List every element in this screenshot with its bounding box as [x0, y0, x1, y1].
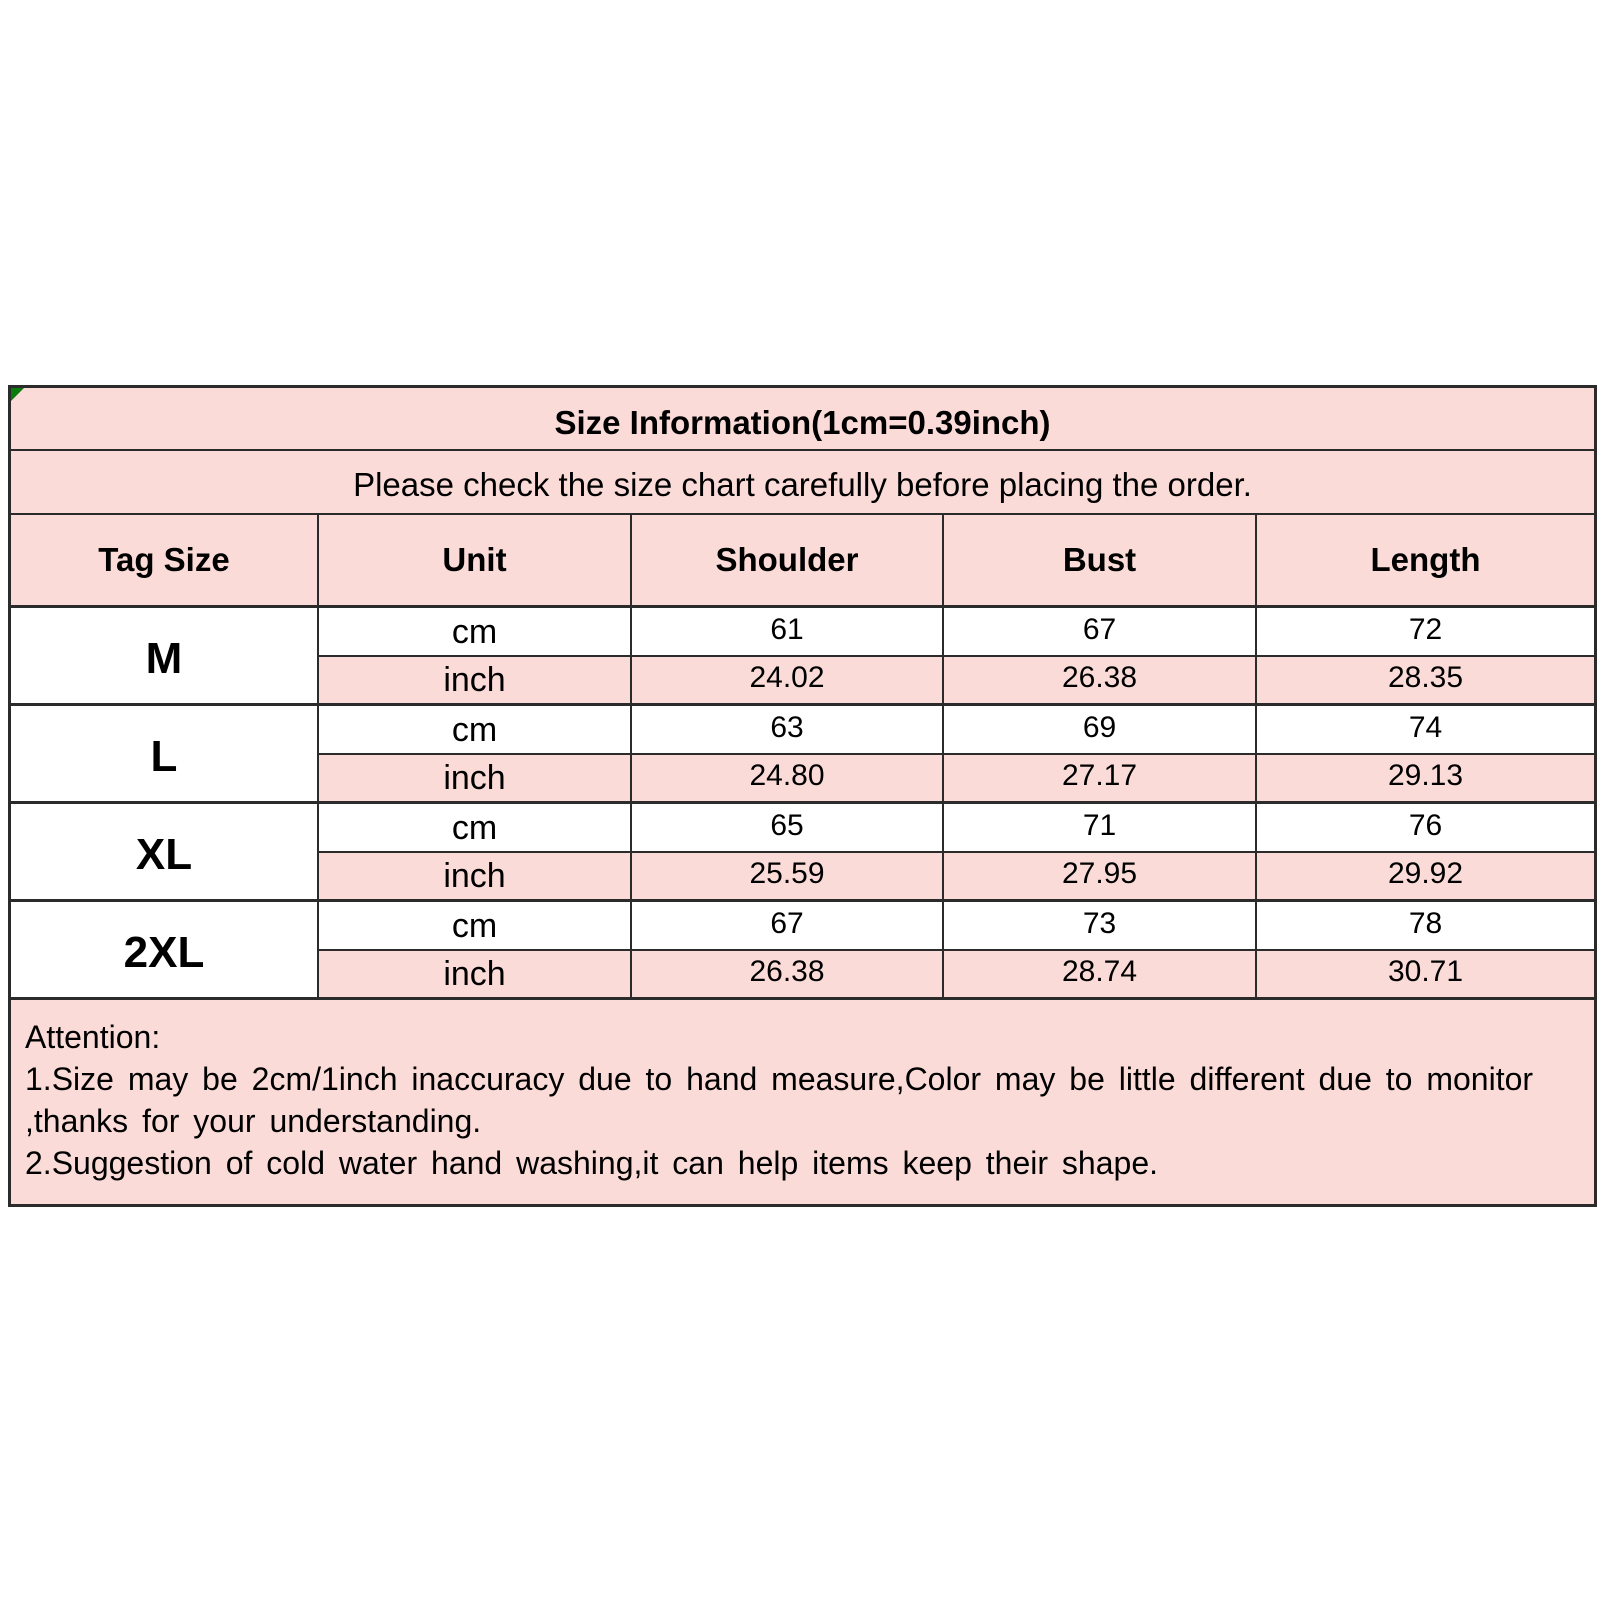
unit-cell: inch — [317, 853, 630, 902]
excel-corner-marker-icon — [11, 388, 24, 401]
value-cell-bust: 73 — [942, 902, 1255, 951]
value-cell-bust: 71 — [942, 804, 1255, 853]
unit-cell: cm — [317, 706, 630, 755]
unit-cell: inch — [317, 755, 630, 804]
header-tag-size: Tag Size — [98, 541, 230, 578]
value-cell-bust: 28.74 — [942, 951, 1255, 1000]
table-subtitle-row — [11, 451, 1594, 515]
unit-cell: cm — [317, 804, 630, 853]
value-cell-bust: 27.95 — [942, 853, 1255, 902]
tag-size-cell-xl: XL — [11, 804, 317, 902]
value-cell-shoulder: 65 — [630, 804, 942, 853]
tag-size-cell-l: L — [11, 706, 317, 804]
value-cell-length: 28.35 — [1255, 657, 1594, 706]
value-cell-bust: 67 — [942, 608, 1255, 657]
value-cell-shoulder: 63 — [630, 706, 942, 755]
header-length: Length — [1255, 515, 1594, 605]
value-cell-length: 30.71 — [1255, 951, 1594, 1000]
tag-size-cell-m: M — [11, 608, 317, 706]
unit-cell: cm — [317, 608, 630, 657]
value-cell-length: 29.92 — [1255, 853, 1594, 902]
header-bust: Bust — [942, 515, 1255, 605]
size-information-table — [8, 385, 1597, 1207]
value-cell-length: 72 — [1255, 608, 1594, 657]
unit-cell: cm — [317, 902, 630, 951]
value-cell-shoulder: 24.80 — [630, 755, 942, 804]
table-subtitle: Please check the size chart carefully before placing the order. — [353, 466, 1252, 503]
value-cell-shoulder: 24.02 — [630, 657, 942, 706]
value-cell-shoulder: 67 — [630, 902, 942, 951]
unit-cell: inch — [317, 951, 630, 1000]
value-cell-length: 74 — [1255, 706, 1594, 755]
table-title-row — [11, 388, 1594, 451]
value-cell-length: 78 — [1255, 902, 1594, 951]
header-shoulder: Shoulder — [630, 515, 942, 605]
value-cell-length: 76 — [1255, 804, 1594, 853]
value-cell-bust: 26.38 — [942, 657, 1255, 706]
table-header-row — [11, 515, 1594, 608]
value-cell-shoulder: 25.59 — [630, 853, 942, 902]
value-cell-shoulder: 26.38 — [630, 951, 942, 1000]
value-cell-length: 29.13 — [1255, 755, 1594, 804]
attention-line: 2.Suggestion of cold water hand washing,it can help items keep their shape. — [25, 1145, 1158, 1181]
tag-size-cell-2xl: 2XL — [11, 902, 317, 1000]
value-cell-shoulder: 61 — [630, 608, 942, 657]
value-cell-bust: 69 — [942, 706, 1255, 755]
table-body — [11, 608, 1594, 1000]
unit-cell: inch — [317, 657, 630, 706]
attention-line: 1.Size may be 2cm/1inch inaccuracy due to hand measure,Color may be little different due to monitor — [25, 1061, 1534, 1097]
attention-note — [11, 1000, 1594, 1204]
attention-heading: Attention: — [25, 1019, 161, 1055]
attention-line: ,thanks for your understanding. — [25, 1103, 482, 1139]
table-title: Size Information(1cm=0.39inch) — [554, 404, 1051, 441]
value-cell-bust: 27.17 — [942, 755, 1255, 804]
header-unit: Unit — [317, 515, 630, 605]
